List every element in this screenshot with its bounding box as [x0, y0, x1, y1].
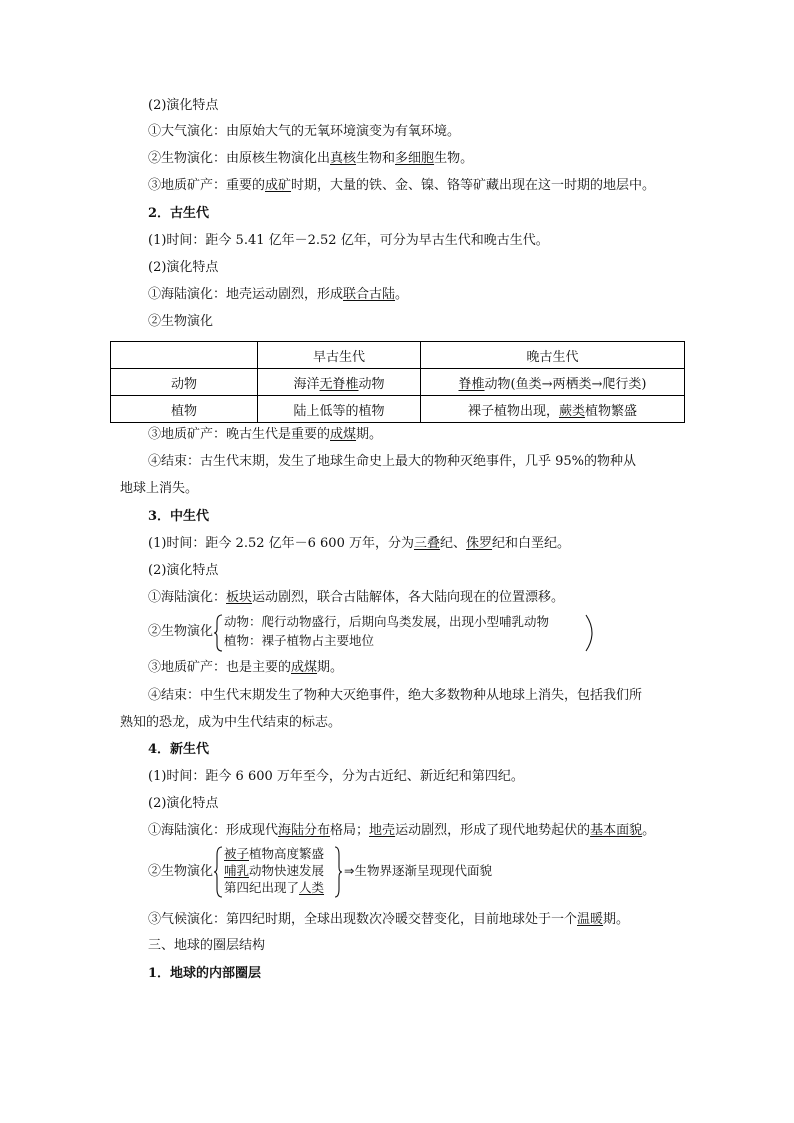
mesozoic-time: (1)时间：距今 2.52 亿年－6 600 万年，分为三叠纪、侏罗纪和白垩纪。	[148, 536, 571, 551]
cenozoic-bio-line2: 哺乳动物快速发展	[224, 863, 325, 878]
row-label-animal: 动物	[111, 369, 258, 396]
paleozoic-sea-land: ①海陆演化：地壳运动剧烈，形成联合古陆。	[148, 287, 409, 302]
mesozoic-bio-plant: 植物：裸子植物占主要地位	[224, 633, 375, 648]
mesozoic-end-line2: 熟知的恐龙，成为中生代结束的标志。	[120, 715, 342, 730]
mesozoic-sea-land: ①海陆演化：板块运动剧烈，联合古陆解体，各大陆向现在的位置漂移。	[148, 590, 565, 605]
cenozoic-sea-land: ①海陆演化：形成现代海陆分布格局；地壳运动剧烈，形成了现代地势起伏的基本面貌。	[148, 823, 656, 838]
cenozoic-evo-title: (2)演化特点	[148, 796, 219, 811]
row-label-plant: 植物	[111, 396, 258, 423]
mesozoic-bio-evolution	[148, 614, 598, 654]
cenozoic-bio-line3: 第四纪出现了人类	[224, 880, 325, 895]
evolution-features-title: (2)演化特点	[148, 98, 219, 113]
paleozoic-end-line2: 地球上消失。	[120, 481, 199, 496]
paleozoic-evo-title: (2)演化特点	[148, 260, 219, 275]
table-header-empty	[111, 342, 258, 369]
mesozoic-bio-label: ②生物演化	[148, 624, 214, 639]
paleozoic-mineral: ③地质矿产：晚古生代是重要的成煤期。	[148, 427, 383, 442]
atmosphere-evolution: ①大气演化：由原始大气的无氧环境演变为有氧环境。	[148, 124, 461, 139]
right-brace-icon	[334, 846, 342, 898]
cenozoic-bio-result: ⇒生物界逐渐呈现现代面貌	[344, 863, 492, 878]
section-3-heading: 三、地球的圈层结构	[148, 938, 266, 953]
section-3-sub: 1．地球的内部圈层	[148, 966, 262, 981]
mesozoic-heading: 3．中生代	[148, 509, 210, 524]
cenozoic-bio-evolution	[148, 846, 568, 898]
table-header-row	[111, 342, 685, 369]
table-header-early: 早古生代	[258, 342, 421, 369]
cenozoic-bio-label: ②生物演化	[148, 864, 214, 879]
paleozoic-time: (1)时间：距今 5.41 亿年－2.52 亿年，可分为早古生代和晚古生代。	[148, 233, 549, 248]
cell-plant-late: 裸子植物出现，蕨类植物繁盛	[421, 396, 685, 423]
cenozoic-bio-line1: 被子植物高度繁盛	[224, 846, 325, 861]
paleozoic-bio-title: ②生物演化	[148, 314, 214, 329]
bio-evolution: ②生物演化：由原核生物演化出真核生物和多细胞生物。	[148, 151, 474, 166]
paleozoic-heading: 2．古生代	[148, 206, 210, 221]
left-brace-icon	[214, 614, 224, 652]
mineral-resources: ③地质矿产：重要的成矿时期，大量的铁、金、镍、铬等矿藏出现在这一时期的地层中。	[148, 178, 656, 193]
cell-animal-late: 脊椎动物(鱼类→两栖类→爬行类)	[421, 369, 685, 396]
left-brace-icon	[214, 846, 224, 898]
cell-animal-early: 海洋无脊椎动物	[258, 369, 421, 396]
right-paren-icon	[584, 614, 594, 652]
table-header-late: 晚古生代	[421, 342, 685, 369]
paleozoic-table	[110, 341, 685, 423]
cell-plant-early: 陆上低等的植物	[258, 396, 421, 423]
mesozoic-bio-animal: 动物：爬行动物盛行，后期向鸟类发展，出现小型哺乳动物	[224, 614, 550, 629]
paleozoic-end-line1: ④结束：古生代末期，发生了地球生命史上最大的物种灭绝事件，几乎 95%的物种从	[148, 454, 637, 469]
cenozoic-climate: ③气候演化：第四纪时期，全球出现数次冷暖交替变化，目前地球处于一个温暖期。	[148, 912, 630, 927]
table-row	[111, 369, 685, 396]
table-row	[111, 396, 685, 423]
cenozoic-time: (1)时间：距今 6 600 万年至今，分为古近纪、新近纪和第四纪。	[148, 769, 524, 784]
mesozoic-mineral: ③地质矿产：也是主要的成煤期。	[148, 660, 344, 675]
cenozoic-heading: 4．新生代	[148, 742, 210, 757]
mesozoic-evo-title: (2)演化特点	[148, 563, 219, 578]
mesozoic-end-line1: ④结束：中生代末期发生了物种大灭绝事件，绝大多数物种从地球上消失，包括我们所	[148, 688, 643, 703]
